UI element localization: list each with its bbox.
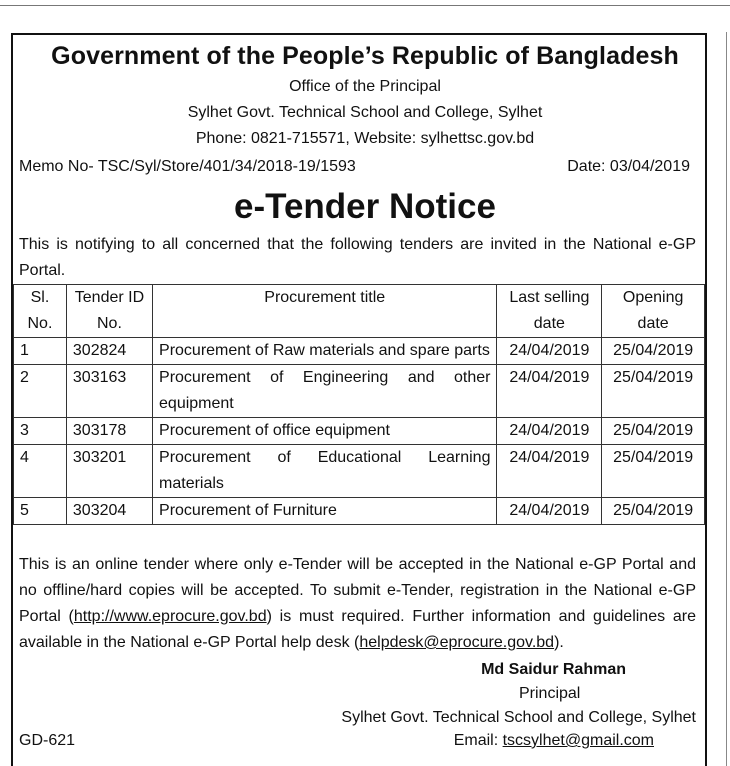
table-row [14, 418, 705, 445]
cell-opening: 25/04/2019 [602, 338, 705, 365]
cell-title: Procurement of Furniture [153, 498, 497, 525]
header-procurement-title: Procurement title [153, 285, 497, 338]
intro-paragraph: This is notifying to all concerned that the following tenders are invited in the National e-GP Portal. [19, 236, 696, 279]
cell-last-selling: 24/04/2019 [497, 338, 602, 365]
signatory-email [454, 732, 654, 750]
cell-last-selling: 24/04/2019 [497, 498, 602, 525]
portal-link[interactable]: http://www.eprocure.gov.bd [73, 608, 267, 625]
cell-last-selling: 24/04/2019 [497, 365, 602, 418]
cell-tender-id: 303178 [66, 418, 152, 445]
cell-tender-id: 303201 [66, 445, 152, 498]
email-link[interactable]: tscsylhet@gmail.com [502, 732, 654, 749]
cell-sl: 5 [14, 498, 67, 525]
header-tender-id: Tender ID No. [66, 285, 152, 338]
signatory-designation: Principal [519, 685, 581, 702]
gd-code: GD-621 [19, 732, 76, 749]
table-row [14, 338, 705, 365]
tender-table [13, 284, 705, 525]
cell-title: Procurement of Educational Learning materials [153, 445, 497, 498]
header-opening-date: Opening date [602, 285, 705, 338]
signatory-institution: Sylhet Govt. Technical School and College, Sylhet [341, 709, 696, 726]
cell-title: Procurement of Raw materials and spare parts [153, 338, 497, 365]
cell-tender-id: 303204 [66, 498, 152, 525]
cell-last-selling: 24/04/2019 [497, 445, 602, 498]
government-heading: Government of the People’s Republic of Bangladesh [51, 42, 679, 70]
memo-number: Memo No- TSC/Syl/Store/401/34/2018-19/1593 [19, 158, 356, 175]
cell-title: Procurement of office equipment [153, 418, 497, 445]
cell-opening: 25/04/2019 [602, 418, 705, 445]
cell-sl: 3 [14, 418, 67, 445]
body-text-part1: This is an online tender where only e-Tender will be accepted in the National e-GP Portal and no offline/hard copies will be accepted. To submit e-Tender, registration in the National e-GP Portal ( [19, 556, 696, 625]
table-row [14, 498, 705, 525]
helpdesk-link[interactable]: helpdesk@eprocure.gov.bd [359, 634, 555, 651]
contact-line: Phone: 0821-715571, Website: sylhettsc.gov.bd [195, 130, 535, 147]
institution-line: Sylhet Govt. Technical School and College, Sylhet [187, 104, 543, 121]
office-line: Office of the Principal [289, 78, 441, 95]
email-label: Email: [453, 732, 503, 749]
cell-sl: 2 [14, 365, 67, 418]
cell-sl: 4 [14, 445, 67, 498]
top-rule [0, 5, 730, 6]
table-row [14, 365, 705, 418]
header-last-selling-date: Last selling date [497, 285, 602, 338]
notice-title: e-Tender Notice [234, 187, 496, 226]
table-row [14, 445, 705, 498]
cell-tender-id: 302824 [66, 338, 152, 365]
body-paragraph [19, 552, 696, 656]
cell-sl: 1 [14, 338, 67, 365]
signatory-name: Md Saidur Rahman [481, 661, 626, 678]
cell-title: Procurement of Engineering and other equipment [153, 365, 497, 418]
cell-tender-id: 303163 [66, 365, 152, 418]
header-sl: Sl. No. [14, 285, 67, 338]
cell-last-selling: 24/04/2019 [497, 418, 602, 445]
cell-opening: 25/04/2019 [602, 498, 705, 525]
memo-date: Date: 03/04/2019 [567, 158, 690, 175]
table-header-row [14, 285, 705, 338]
body-text-part3: ). [554, 634, 564, 651]
body-text-part2: ) is must required. Further information and guidelines are available in the National e-GP Portal help desk ( [19, 608, 696, 651]
cell-opening: 25/04/2019 [602, 445, 705, 498]
cell-opening: 25/04/2019 [602, 365, 705, 418]
